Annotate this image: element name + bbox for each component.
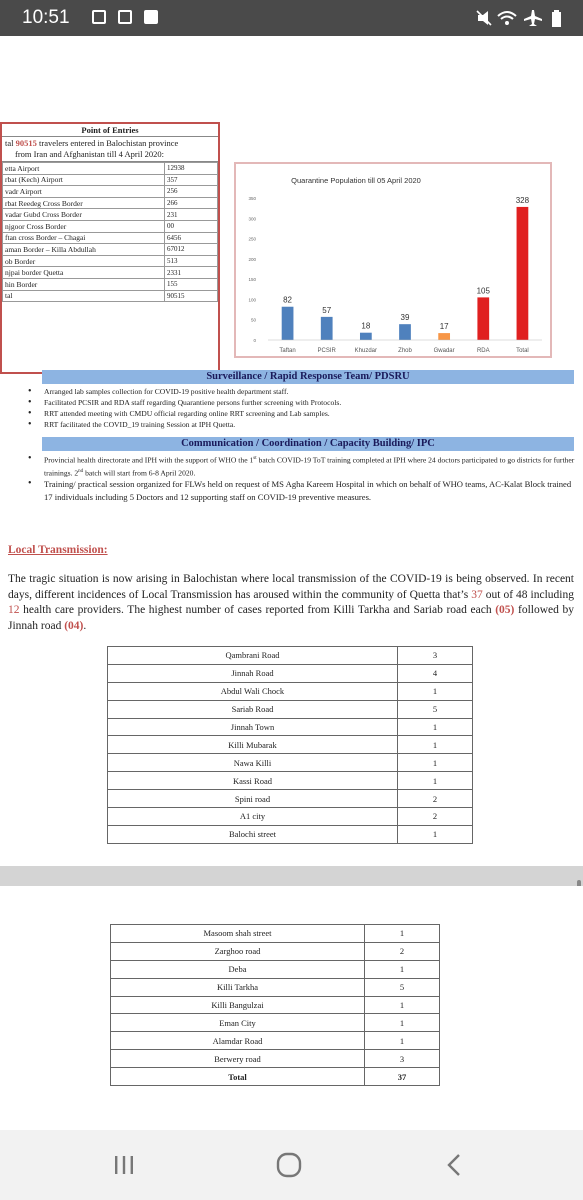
surveillance-heading: Surveillance / Rapid Response Team/ PDSRU [42, 370, 574, 384]
mute-icon [477, 11, 491, 25]
table-row [108, 647, 473, 665]
count-cell: 1 [365, 1014, 440, 1032]
table-row [108, 825, 473, 843]
status-icons [476, 8, 568, 28]
para-text: . [83, 619, 87, 632]
close-box-icon [144, 10, 158, 24]
chart-category-label: Total [516, 348, 529, 354]
chart-bar [321, 317, 333, 340]
table-row [111, 925, 440, 943]
table-row [3, 174, 218, 186]
area-cell: Masoom shah street [111, 925, 365, 943]
chart-ytick-label: 150 [248, 277, 256, 283]
table-row [111, 996, 440, 1014]
poe-value: 256 [165, 186, 218, 198]
poe-value: 513 [165, 255, 218, 267]
poe-value: 00 [165, 220, 218, 232]
table-row [108, 790, 473, 808]
chart-ytick-label: 50 [250, 317, 256, 323]
table-row [108, 736, 473, 754]
cases-table-2 [110, 924, 440, 1086]
table-row [3, 220, 218, 232]
battery-icon [552, 10, 561, 27]
comm-text: batch will start from 6-8 April 2020. [83, 468, 196, 478]
chart-bar [517, 207, 529, 340]
area-cell: Spini road [108, 790, 398, 808]
chart-data-label: 39 [400, 313, 410, 323]
table-row [3, 244, 218, 256]
poe-value: 12938 [165, 163, 218, 175]
chart-bar [360, 333, 372, 340]
poe-name: njpai border Quetta [3, 267, 165, 279]
chart-bar [477, 297, 489, 340]
chart-ytick-label: 350 [248, 196, 256, 201]
area-cell: Qambrani Road [108, 647, 398, 665]
chart-ytick-label: 0 [253, 338, 256, 343]
poe-name: aman Border – Killa Abdullah [3, 244, 165, 256]
count-cell: 1 [398, 754, 473, 772]
chart-bar [282, 307, 294, 340]
table-row [108, 718, 473, 736]
chart-category-label: PCSIR [317, 348, 336, 354]
chart-category-label: Zhob [398, 348, 412, 354]
chart-data-label: 82 [283, 295, 293, 305]
area-cell: Killi Tarkha [111, 978, 365, 996]
chart-data-label: 18 [361, 321, 371, 331]
count-cell: 1 [365, 1032, 440, 1050]
home-icon[interactable] [276, 1152, 302, 1178]
para-highlight: 37 [471, 588, 483, 601]
page-gap [0, 866, 583, 886]
para-text: out of 48 including [482, 588, 574, 601]
chart-title: Quarantine Population till 05 April 2020 [291, 176, 421, 185]
count-cell: 5 [398, 700, 473, 718]
comm-sup: st [253, 456, 257, 461]
status-time: 10:51 [22, 7, 70, 28]
communication-heading: Communication / Coordination / Capacity Building/ IPC [42, 437, 574, 451]
chart-data-label: 17 [439, 322, 449, 332]
airplane-icon [524, 10, 542, 26]
table-row [111, 960, 440, 978]
document-page [0, 36, 583, 866]
chart-data-label: 57 [322, 305, 332, 315]
area-cell: Deba [111, 960, 365, 978]
recent-apps-icon[interactable] [112, 1154, 136, 1176]
list-item: • Facilitated PCSIR and RDA staff regarding Quarantiene persons further screening with Protocols. [28, 397, 578, 408]
table-row [111, 1050, 440, 1068]
list-item: • Training/ practical session organized for FLWs held on request of MS Agha Kareem Hospital in which on behalf of WHO teams, AC-Kalat Block trained 17 individuals including 5 Doctors and 12 supporting staff on COVID-19 preventive measures. [28, 478, 578, 503]
count-cell: 1 [398, 718, 473, 736]
count-cell: 1 [398, 825, 473, 843]
poe-table [2, 162, 218, 302]
local-transmission-heading: Local Transmission: [8, 544, 108, 556]
table-row [3, 278, 218, 290]
table-row [111, 942, 440, 960]
area-cell: Killi Mubarak [108, 736, 398, 754]
area-cell: Killi Bangulzai [111, 996, 365, 1014]
count-cell: 3 [365, 1050, 440, 1068]
comm-text: batch COVID-19 ToT training completed at IPH where 24 doctors participated to go districts for further trainings. 2 [44, 455, 575, 478]
poe-name: njgoor Cross Border [3, 220, 165, 232]
poe-value: 155 [165, 278, 218, 290]
table-row [3, 209, 218, 221]
table-row [3, 267, 218, 279]
area-cell: Alamdar Road [111, 1032, 365, 1050]
table-row [108, 754, 473, 772]
para-text: followed by Jinnah road [8, 604, 574, 632]
poe-name: ob Border [3, 255, 165, 267]
status-bar [0, 0, 583, 36]
area-cell: Berwery road [111, 1050, 365, 1068]
communication-bullets [28, 453, 578, 503]
gallery-icon [118, 10, 132, 24]
count-cell: 2 [365, 942, 440, 960]
chart-svg [236, 164, 550, 356]
count-cell: 1 [398, 772, 473, 790]
poe-value: 6456 [165, 232, 218, 244]
table-row [108, 682, 473, 700]
area-cell: Jinnah Road [108, 664, 398, 682]
poe-name: ftan cross Border – Chagai [3, 232, 165, 244]
chart-bar [399, 324, 411, 340]
count-cell: 4 [398, 664, 473, 682]
count-cell: 3 [398, 647, 473, 665]
area-cell: Balochi street [108, 825, 398, 843]
area-cell: Sariab Road [108, 700, 398, 718]
table-row [108, 664, 473, 682]
poe-subtitle [2, 137, 218, 162]
image-icon [92, 10, 106, 24]
poe-name: vadr Airport [3, 186, 165, 198]
list-item: • Arranged lab samples collection for COVID-19 positive health department staff. [28, 386, 578, 397]
chart-bar [438, 333, 450, 340]
table-row [3, 255, 218, 267]
list-item: • RRT facilitated the COVID_19 training Session at IPH Quetta. [28, 419, 578, 430]
comm-sup: nd [78, 468, 84, 474]
count-cell: 1 [398, 736, 473, 754]
area-cell: Eman City [111, 1014, 365, 1032]
para-highlight: 12 [8, 604, 20, 616]
wifi-icon [498, 12, 516, 25]
area-cell: Zarghoo road [111, 942, 365, 960]
list-item: • RRT attended meeting with CMDU official regarding online RRT screening and Lab samples. [28, 408, 578, 419]
count-cell: 5 [365, 978, 440, 996]
local-transmission-paragraph [8, 572, 574, 634]
count-cell: 2 [398, 808, 473, 826]
chart-data-label: 105 [476, 286, 490, 296]
point-of-entries-box [0, 122, 220, 374]
count-cell: 1 [365, 996, 440, 1014]
cases-table-1 [107, 646, 473, 844]
count-cell: 1 [365, 960, 440, 978]
poe-name: tal [3, 290, 165, 302]
para-highlight: (04) [64, 619, 84, 632]
poe-line2: from Iran and Afghanistan till 4 April 2020: [15, 149, 164, 159]
poe-value: 266 [165, 197, 218, 209]
chart-ytick-label: 200 [248, 256, 256, 262]
table-row [3, 186, 218, 198]
poe-name: vadar Gubd Cross Border [3, 209, 165, 221]
navigation-bar [0, 1130, 583, 1200]
poe-value: 67012 [165, 244, 218, 256]
para-highlight: (05) [495, 604, 515, 616]
chart-category-label: Taftan [279, 348, 296, 354]
table-row [111, 1068, 440, 1086]
chart-data-label: 328 [515, 195, 530, 205]
area-cell: Kassi Road [108, 772, 398, 790]
poe-name: rbat (Kech) Airport [3, 174, 165, 186]
poe-line1-pre: tal [5, 138, 16, 148]
surveillance-bullets [28, 386, 578, 430]
count-cell: 37 [365, 1068, 440, 1086]
table-row [108, 808, 473, 826]
poe-value: 357 [165, 174, 218, 186]
area-cell: Abdul Wali Chock [108, 682, 398, 700]
table-row [108, 772, 473, 790]
list-item [28, 453, 578, 478]
table-row [111, 1032, 440, 1050]
back-icon[interactable] [444, 1153, 464, 1177]
chart-ytick-label: 250 [248, 236, 256, 242]
chart-category-label: Gwadar [433, 348, 455, 354]
para-text: The tragic situation is now arising in Balochistan where local transmission of the COVID-19 is being observed. In recent days, different incidences of Local Transmission has aroused within the community of Quetta that’s [8, 573, 574, 601]
document-page-2 [0, 886, 583, 1130]
poe-value: 90515 [165, 290, 218, 302]
chart-category-label: Khuzdar [354, 348, 378, 354]
poe-value: 2331 [165, 267, 218, 279]
count-cell: 2 [398, 790, 473, 808]
table-row [111, 1014, 440, 1032]
area-cell: A1 city [108, 808, 398, 826]
table-row [3, 232, 218, 244]
chart-ytick-label: 100 [248, 297, 256, 303]
comm-text: Provincial health directorate and IPH with the support of WHO the 1 [44, 455, 254, 465]
area-cell: Nawa Killi [108, 754, 398, 772]
poe-line1-number: 90515 [15, 138, 37, 148]
table-row [111, 978, 440, 996]
count-cell: 1 [365, 925, 440, 943]
table-row [108, 700, 473, 718]
poe-name: etta Airport [3, 163, 165, 175]
para-text: health care providers. The highest number of cases reported from Killi Tarkha and Sariab road each [19, 604, 496, 616]
poe-title: Point of Entries [2, 124, 218, 137]
poe-value: 231 [165, 209, 218, 221]
quarantine-chart [234, 162, 552, 358]
poe-name: rbat Reedeg Cross Border [3, 197, 165, 209]
table-row [3, 163, 218, 175]
chart-ytick-label: 300 [248, 216, 256, 222]
poe-name: hin Border [3, 278, 165, 290]
area-cell: Total [111, 1068, 365, 1086]
table-row [3, 197, 218, 209]
poe-line1-post: travelers entered in Balochistan province [36, 138, 179, 148]
table-row [3, 290, 218, 302]
chart-category-label: RDA [476, 348, 490, 354]
area-cell: Jinnah Town [108, 718, 398, 736]
count-cell: 1 [398, 682, 473, 700]
